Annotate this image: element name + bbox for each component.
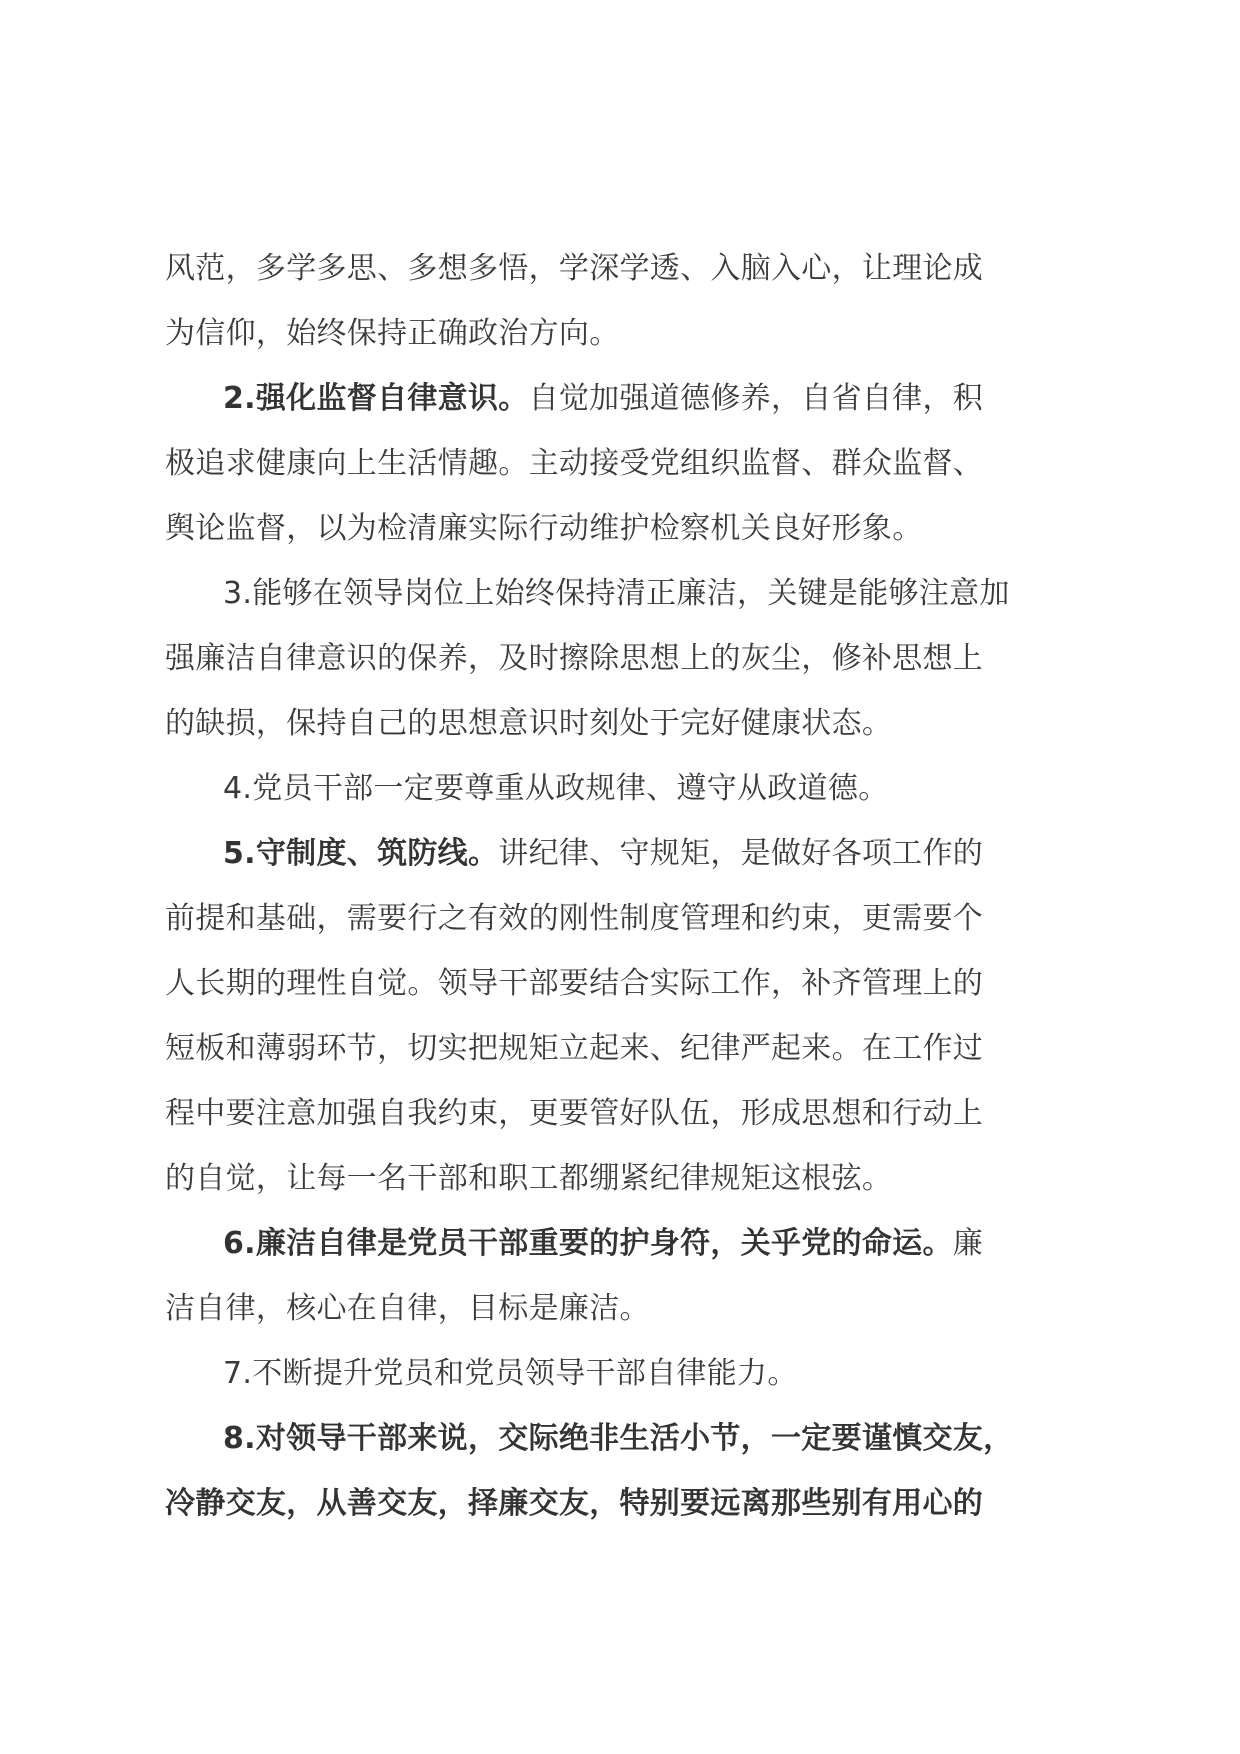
paragraph-5: [165, 821, 1095, 1211]
paragraph-6: [165, 1211, 1095, 1341]
paragraph-1: [165, 236, 1095, 366]
text-line: 的缺损，保持自己的思想意识时刻处于完好健康状态。: [165, 706, 893, 741]
text-line: 洁自律，核心在自律，目标是廉洁。: [165, 1291, 650, 1326]
paragraph-heading: 6.廉洁自律是党员干部重要的护身符，关乎党的命运。: [223, 1226, 953, 1261]
text-line: 的自觉，让每一名干部和职工都绷紧纪律规矩这根弦。: [165, 1161, 893, 1196]
text-line: 程中要注意加强自我约束，更要管好队伍，形成思想和行动上: [165, 1096, 984, 1131]
paragraph-heading: 2.强化监督自律意识。: [223, 381, 529, 416]
text-line: 讲纪律、守规矩，是做好各项工作的: [498, 836, 984, 871]
text-line: 8.对领导干部来说，交际绝非生活小节，一定要谨慎交友，: [223, 1421, 1014, 1456]
paragraph-3: [165, 561, 1095, 756]
text-line: 4.党员干部一定要尊重从政规律、遵守从政道德。: [223, 771, 889, 806]
paragraph-heading: 5.守制度、筑防线。: [223, 836, 499, 871]
text-line: 人长期的理性自觉。领导干部要结合实际工作，补齐管理上的: [165, 966, 984, 1001]
text-line: 前提和基础，需要行之有效的刚性制度管理和约束，更需要个: [165, 901, 984, 936]
text-line: 舆论监督，以为检清廉实际行动维护检察机关良好形象。: [165, 511, 923, 546]
document-page: [165, 236, 1095, 1536]
text-line: 7.不断提升党员和党员领导干部自律能力。: [223, 1356, 798, 1391]
text-line: 3.能够在领导岗位上始终保持清正廉洁，关键是能够注意加: [223, 576, 1010, 611]
text-line: 极追求健康向上生活情趣。主动接受党组织监督、群众监督、: [165, 446, 984, 481]
text-line: 廉: [952, 1226, 984, 1261]
text-line: 短板和薄弱环节，切实把规矩立起来、纪律严起来。在工作过: [165, 1031, 984, 1066]
text-line: 强廉洁自律意识的保养，及时擦除思想上的灰尘，修补思想上: [165, 641, 984, 676]
text-line: 风范，多学多思、多想多悟，学深学透、入脑入心，让理论成: [165, 251, 984, 286]
text-line: 为信仰，始终保持正确政治方向。: [165, 316, 620, 351]
text-line: 冷静交友，从善交友，择廉交友，特别要远离那些别有用心的: [165, 1486, 984, 1521]
paragraph-7: [165, 1341, 1095, 1406]
paragraph-2: [165, 366, 1095, 561]
paragraph-8: [165, 1406, 1095, 1536]
paragraph-4: [165, 756, 1095, 821]
text-line: 自觉加强道德修养，自省自律，积: [528, 381, 984, 416]
